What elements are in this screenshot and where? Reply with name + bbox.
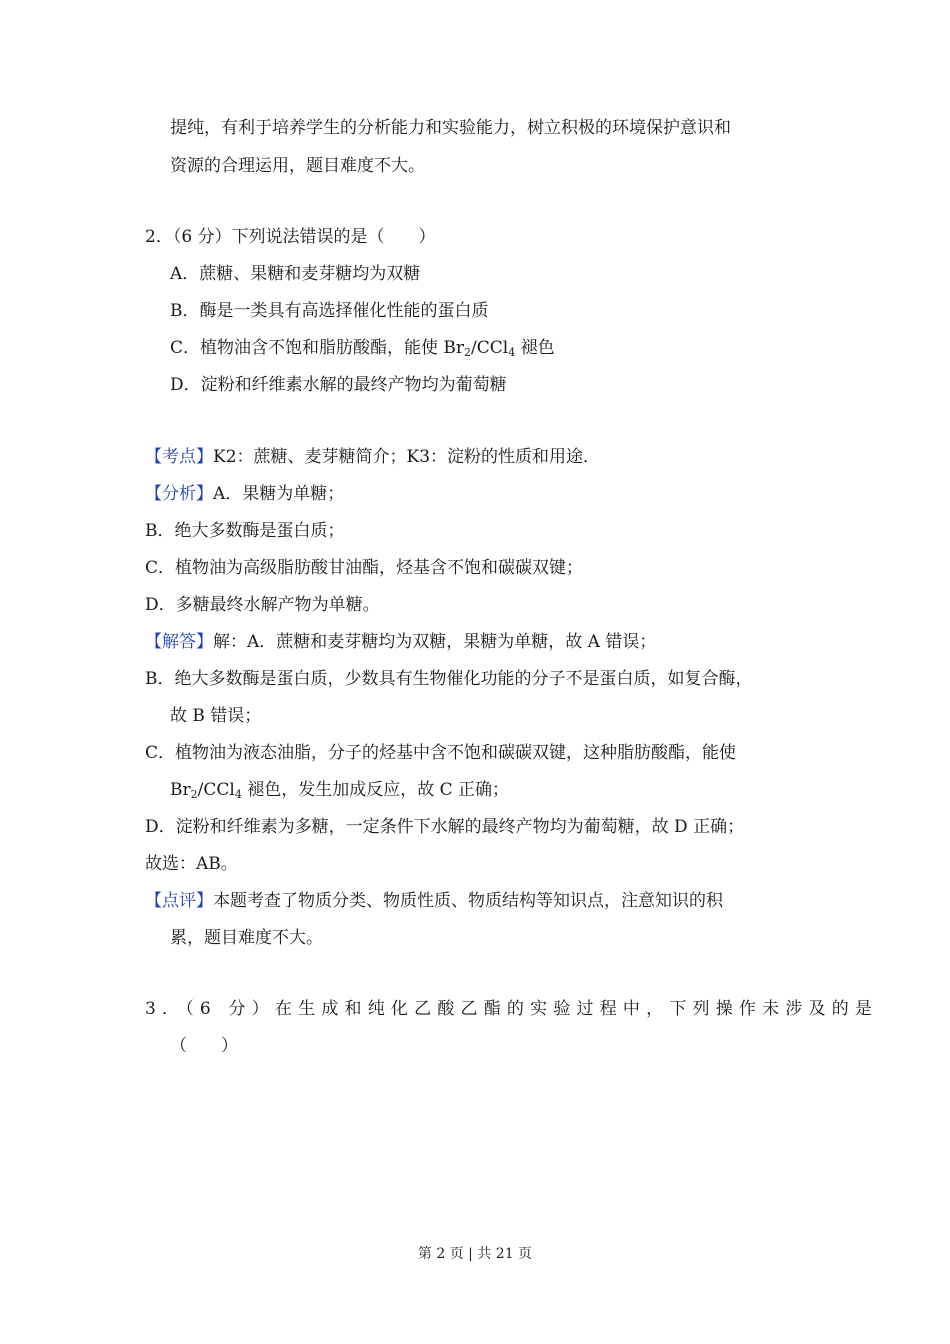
question-3-stem: 3．（6 分）在生成和纯化乙酸乙酯的实验过程中，下列操作未涉及的是: [145, 999, 879, 1019]
subscript: 2: [190, 788, 198, 801]
subscript: 2: [464, 346, 472, 359]
question-3-paren: （ ）: [170, 1036, 238, 1056]
kaodian-tag: 【考点】: [145, 447, 213, 467]
jieda-tag: 【解答】: [145, 632, 213, 652]
option-c-text: C．植物油含不饱和脂肪酸酯，能使 Br: [170, 338, 465, 358]
question-2-stem: 2．（6 分）下列说法错误的是（ ）: [145, 227, 436, 247]
jieda-c-line-1: C．植物油为液态油脂，分子的烃基中含不饱和碳碳双键，这种脂肪酸酯，能使: [145, 743, 737, 763]
jieda-c-tail: 褪色，发生加成反应，故 C 正确；: [241, 780, 510, 800]
option-d: D．淀粉和纤维素水解的最终产物均为葡萄糖: [170, 375, 507, 395]
kaodian-section: [145, 445, 830, 469]
option-c-formula: /CCl: [471, 338, 509, 358]
page-footer: 第 2 页 | 共 21 页: [417, 1246, 533, 1262]
fenxi-tag: 【分析】: [145, 484, 213, 504]
jieda-b-line-1: B．绝大多数酶是蛋白质，少数具有生物催化功能的分子不是蛋白质，如复合酶，: [145, 669, 753, 689]
fenxi-section: [145, 482, 830, 506]
fenxi-d: D．多糖最终水解产物为单糖。: [145, 595, 380, 615]
subscript: 4: [234, 788, 242, 801]
intro-line-2: 资源的合理运用，题目难度不大。: [170, 156, 425, 176]
jieda-section: [145, 630, 830, 654]
subscript: 4: [508, 346, 516, 359]
dianping-section: [145, 889, 830, 913]
fenxi-text: A．果糖为单糖；: [213, 484, 345, 504]
answer: 故选：AB。: [145, 854, 238, 874]
fenxi-c: C．植物油为高级脂肪酸甘油酯，烃基含不饱和碳碳双键；: [145, 558, 584, 578]
jieda-c-line-2: [170, 778, 830, 802]
fenxi-b: B．绝大多数酶是蛋白质；: [145, 521, 345, 541]
jieda-d: D．淀粉和纤维素为多糖，一定条件下水解的最终产物均为葡萄糖，故 D 正确；: [145, 817, 745, 837]
dianping-tag: 【点评】: [145, 891, 213, 911]
option-c: [170, 336, 830, 360]
option-a: A．蔗糖、果糖和麦芽糖均为双糖: [170, 264, 421, 284]
formula-text: Br: [170, 780, 191, 800]
dianping-text: 本题考查了物质分类、物质性质、物质结构等知识点，注意知识的积: [213, 891, 723, 911]
option-c-tail: 褪色: [515, 338, 555, 358]
jieda-text: 解：A．蔗糖和麦芽糖均为双糖，果糖为单糖，故 A 错误；: [213, 632, 657, 652]
kaodian-text: K2：蔗糖、麦芽糖简介；K3：淀粉的性质和用途．: [213, 447, 601, 467]
jieda-b-line-2: 故 B 错误；: [170, 706, 262, 726]
intro-line-1: 提纯，有利于培养学生的分析能力和实验能力，树立积极的环境保护意识和: [170, 118, 731, 138]
dianping-line-2: 累，题目难度不大。: [170, 928, 323, 948]
formula-text: /CCl: [197, 780, 235, 800]
option-b: B．酶是一类具有高选择催化性能的蛋白质: [170, 301, 489, 321]
